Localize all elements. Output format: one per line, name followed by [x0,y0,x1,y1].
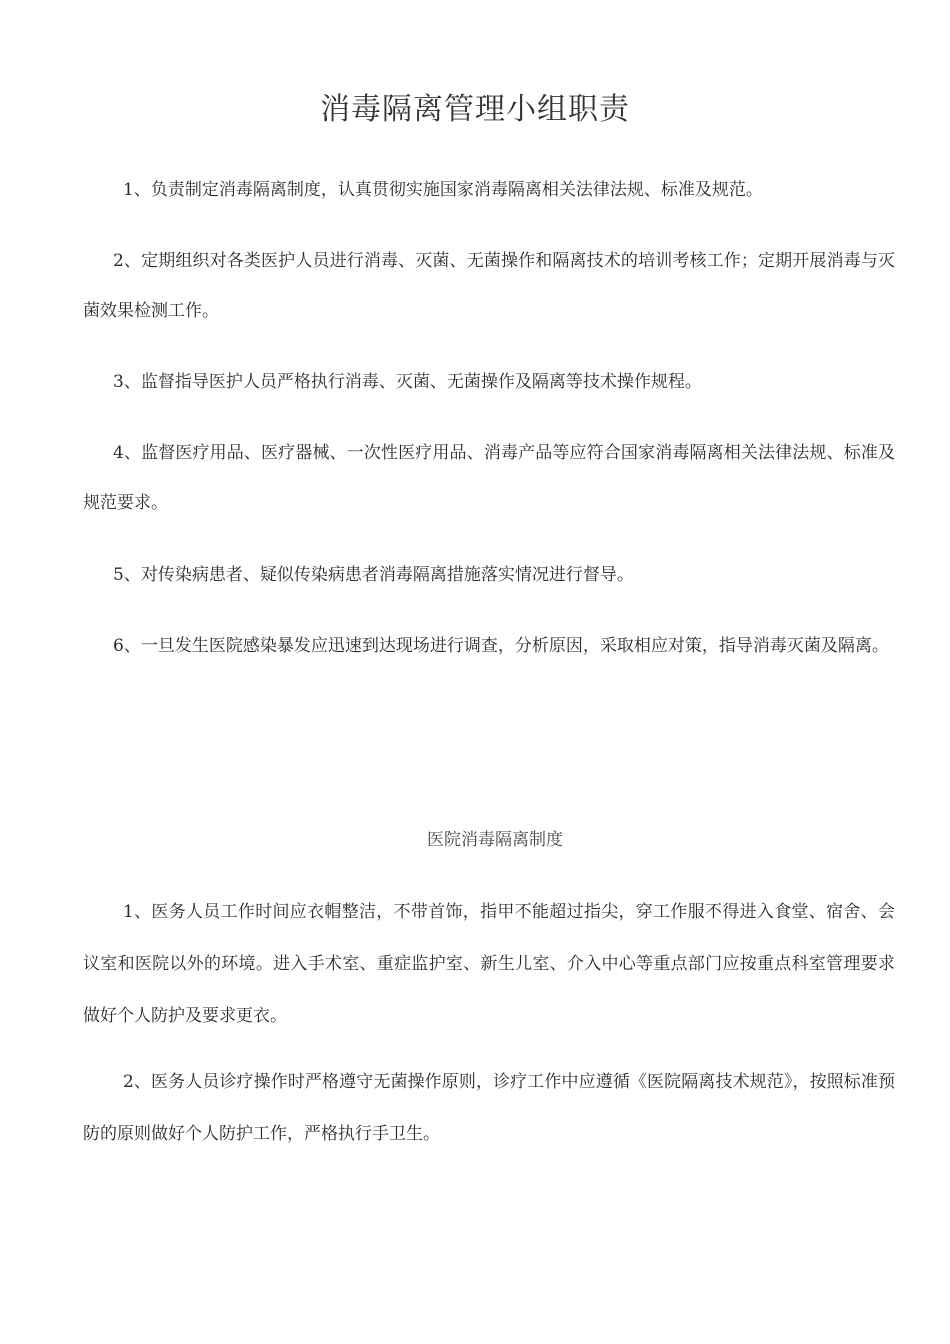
policy-item-1: 1、医务人员工作时间应衣帽整洁，不带首饰，指甲不能超过指尖，穿工作服不得进入食堂、宿舍、会议室和医院以外的环境。进入手术室、重症监护室、新生儿室、介入中心等重点部门应按重点科室管理要求做好个人防护及要求更衣。 [83,902,895,1026]
page-title: 消毒隔离管理小组职责 [320,92,630,127]
section-title: 医院消毒隔离制度 [427,830,563,850]
duty-item-1: 1、负责制定消毒隔离制度，认真贯彻实施国家消毒隔离相关法律法规、标准及规范。 [123,180,763,200]
duty-item-4: 4、监督医疗用品、医疗器械、一次性医疗用品、消毒产品等应符合国家消毒隔离相关法律法规、标准及规范要求。 [83,443,895,513]
duty-item-3: 3、监督指导医护人员严格执行消毒、灭菌、无菌操作及隔离等技术操作规程。 [113,372,702,392]
duty-item-6: 6、一旦发生医院感染暴发应迅速到达现场进行调查，分析原因，采取相应对策，指导消毒灭菌及隔离。 [113,636,889,656]
policy-item-2: 2、医务人员诊疗操作时严格遵守无菌操作原则，诊疗工作中应遵循《医院隔离技术规范》，按照标准预防的原则做好个人防护工作，严格执行手卫生。 [83,1072,895,1144]
duty-item-5: 5、对传染病患者、疑似传染病患者消毒隔离措施落实情况进行督导。 [113,565,634,585]
duty-item-2: 2、定期组织对各类医护人员进行消毒、灭菌、无菌操作和隔离技术的培训考核工作；定期开展消毒与灭菌效果检测工作。 [83,251,895,321]
